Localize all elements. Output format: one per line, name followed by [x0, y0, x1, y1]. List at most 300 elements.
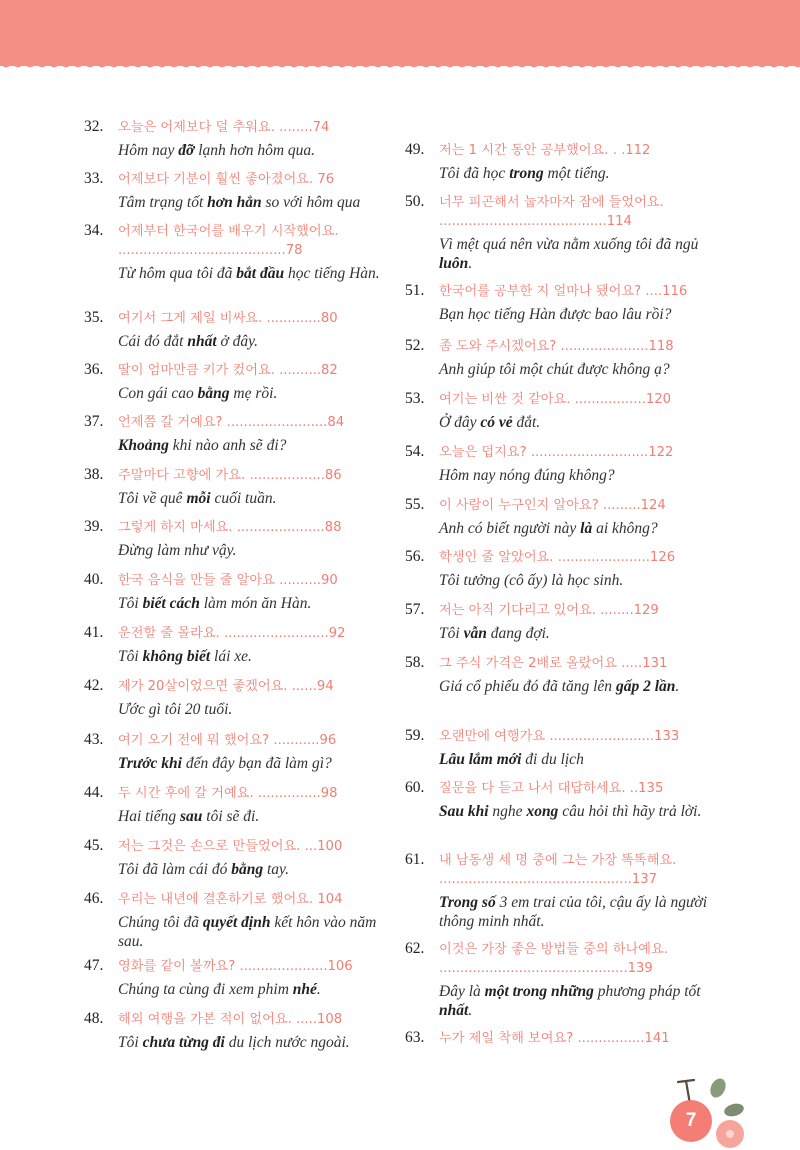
translation-text: .	[675, 678, 680, 695]
page-number: 7	[685, 1110, 697, 1131]
translation-text: Tôi đã học	[439, 165, 510, 182]
highlighted-term: nhé	[292, 981, 317, 998]
toc-entry	[84, 837, 394, 879]
toc-entry	[84, 890, 394, 951]
highlighted-term: nhất	[187, 333, 217, 350]
leader-dots: .................	[574, 392, 646, 407]
highlighted-term: không biết	[142, 648, 211, 665]
korean-text: 어제보다 기분이 훨씬 좋아졌어요.	[118, 172, 314, 187]
korean-text: 여기는 비싼 것 같아요.	[439, 392, 571, 407]
leader-dots: ..................	[249, 468, 325, 483]
vietnamese-translation	[439, 802, 715, 821]
page-reference: 96	[319, 733, 337, 748]
vietnamese-translation	[118, 436, 394, 455]
korean-text: 질문을 다 듣고 나서 대답하세요.	[439, 781, 626, 796]
vietnamese-translation	[118, 700, 394, 719]
korean-sentence	[118, 957, 394, 976]
vietnamese-translation	[118, 141, 394, 160]
vietnamese-translation	[439, 982, 715, 1020]
page-reference: 84	[327, 415, 345, 430]
page-reference: 137	[631, 872, 658, 887]
entry-number: 44.	[84, 784, 104, 801]
toc-entry	[84, 361, 394, 403]
vietnamese-translation	[118, 489, 394, 508]
leader-dots: ........	[600, 603, 634, 618]
korean-text: 한국 음식을 만들 줄 알아요	[118, 573, 275, 588]
vietnamese-translation	[118, 807, 394, 826]
toc-entry	[84, 624, 394, 666]
translation-text: tôi sẽ đi.	[202, 808, 260, 825]
korean-sentence	[118, 731, 394, 750]
leader-dots: ..........	[279, 363, 322, 378]
leader-dots: ...............	[257, 786, 321, 801]
korean-sentence	[118, 466, 394, 485]
korean-sentence	[439, 779, 715, 798]
highlighted-term: xong	[526, 803, 559, 820]
leader-dots: .....................	[560, 339, 649, 354]
toc-entry	[405, 654, 715, 696]
korean-sentence	[118, 170, 394, 189]
vietnamese-translation	[439, 519, 715, 538]
page-reference: 88	[324, 520, 342, 535]
korean-sentence	[439, 1029, 715, 1048]
leader-dots: .....................	[239, 959, 328, 974]
leader-dots: .............	[266, 311, 321, 326]
banner-scallop-edge	[0, 62, 800, 72]
leader-dots: ......................	[557, 550, 650, 565]
highlighted-term: có vẻ	[480, 414, 513, 431]
korean-text: 여기서 그게 제일 비싸요.	[118, 311, 263, 326]
entry-number: 49.	[405, 141, 425, 158]
translation-text: Tôi	[118, 1034, 143, 1051]
korean-text: 저는 1 시간 동안 공부했어요.	[439, 143, 609, 158]
page-reference: 100	[317, 839, 343, 854]
entry-number: 32.	[84, 118, 104, 135]
toc-entry	[84, 784, 394, 826]
highlighted-term: Trước khi	[118, 755, 182, 772]
korean-sentence	[118, 118, 394, 137]
toc-entry	[405, 390, 715, 432]
korean-text: 오늘은 덥지요?	[439, 445, 527, 460]
entry-number: 41.	[84, 624, 104, 641]
toc-entry	[84, 518, 394, 560]
korean-sentence	[118, 837, 394, 856]
translation-text: Tôi	[439, 625, 464, 642]
page-reference: 82	[321, 363, 338, 378]
entry-number: 60.	[405, 779, 425, 796]
toc-entry	[405, 443, 715, 485]
entry-number: 46.	[84, 890, 104, 907]
translation-text: Con gái cao	[118, 385, 198, 402]
leader-dots: ..........	[279, 573, 322, 588]
entry-number: 62.	[405, 940, 425, 957]
entry-number: 39.	[84, 518, 104, 535]
translation-text: nghe	[488, 803, 527, 820]
translation-text: Hôm nay	[118, 142, 179, 159]
page-reference: 108	[317, 1012, 343, 1027]
translation-text: Chúng ta cùng đi xem phim	[118, 981, 293, 998]
vietnamese-translation	[439, 893, 715, 931]
leader-dots: .........................	[223, 626, 329, 641]
highlighted-term: trong	[509, 165, 544, 182]
korean-text: 두 시간 후에 갈 거예요.	[118, 786, 254, 801]
korean-sentence	[118, 1010, 394, 1029]
toc-entry	[84, 309, 394, 351]
leader-dots: . .	[612, 143, 626, 158]
entry-number: 48.	[84, 1010, 104, 1027]
vietnamese-translation	[439, 750, 715, 769]
entry-number: 34.	[84, 222, 104, 239]
translation-text: kết hôn vào năm sau.	[118, 914, 377, 950]
toc-entry	[84, 731, 394, 773]
korean-text: 운전할 줄 몰라요.	[118, 626, 220, 641]
vietnamese-translation	[118, 264, 394, 283]
entry-number: 38.	[84, 466, 104, 483]
leaf-icon	[723, 1102, 745, 1119]
vietnamese-translation	[439, 677, 715, 696]
highlighted-term: Lâu lắm mới	[439, 751, 522, 768]
highlighted-term: Trong số	[439, 894, 496, 911]
korean-text: 이 사람이 누구인지 알아요?	[439, 498, 599, 513]
translation-text: ai không?	[592, 520, 658, 537]
vietnamese-translation	[439, 305, 715, 324]
vietnamese-translation	[439, 413, 715, 432]
leader-dots: ........................................	[439, 214, 607, 229]
entry-number: 47.	[84, 957, 104, 974]
korean-text: 영화를 같이 볼까요?	[118, 959, 236, 974]
toc-entry	[405, 548, 715, 590]
leader-dots: ........................................	[118, 243, 286, 258]
vietnamese-translation	[118, 594, 394, 613]
translation-text: Đừng làm như vậy.	[118, 542, 237, 559]
toc-entry	[84, 677, 394, 719]
vietnamese-translation	[118, 913, 394, 951]
vietnamese-translation	[439, 235, 715, 273]
korean-sentence	[439, 443, 715, 462]
korean-text: 제가 20살이었으면 좋겠어요.	[118, 679, 288, 694]
vietnamese-translation	[118, 980, 394, 999]
korean-text: 한국어를 공부한 지 얼마나 됐어요?	[439, 284, 642, 299]
entry-number: 57.	[405, 601, 425, 618]
page-reference: 98	[320, 786, 338, 801]
highlighted-term: nhất	[439, 1002, 469, 1019]
highlighted-term: đỡ	[178, 142, 195, 159]
translation-text: đang đợi.	[486, 625, 550, 642]
page-reference: 126	[649, 550, 676, 565]
highlighted-term: bắt đầu	[236, 265, 285, 282]
translation-text: Ở đây	[439, 414, 481, 431]
korean-text: 주말마다 고향에 가요.	[118, 468, 246, 483]
leader-dots: .........	[602, 498, 641, 513]
page-reference: 133	[654, 729, 680, 744]
leaf-icon	[707, 1076, 728, 1100]
highlighted-term: bằng	[197, 385, 230, 402]
korean-text: 딸이 엄마만큼 키가 컸어요.	[118, 363, 275, 378]
korean-text: 해외 여행을 가본 적이 없어요.	[118, 1012, 292, 1027]
vietnamese-translation	[439, 164, 715, 183]
leader-dots: ............................	[530, 445, 649, 460]
korean-sentence	[118, 677, 394, 696]
korean-sentence	[118, 784, 394, 803]
korean-sentence	[118, 890, 394, 909]
translation-text: lạnh hơn hôm qua.	[194, 142, 316, 159]
page-reference: 122	[648, 445, 674, 460]
entry-number: 58.	[405, 654, 425, 671]
korean-text: 좀 도와 주시겠어요?	[439, 339, 557, 354]
highlighted-term: mỗi	[186, 490, 211, 507]
leader-dots: ...	[304, 839, 318, 854]
translation-text: Tôi	[118, 595, 143, 612]
page-reference: 116	[662, 284, 688, 299]
translation-text: so với hôm qua	[261, 194, 361, 211]
translation-text: Tôi về quê	[118, 490, 187, 507]
vietnamese-translation	[118, 1033, 394, 1052]
page-reference: 78	[285, 243, 303, 258]
entry-number: 42.	[84, 677, 104, 694]
vietnamese-translation	[118, 860, 394, 879]
translation-text: Cái đó đắt	[118, 333, 188, 350]
korean-sentence	[439, 337, 715, 356]
korean-text: 내 남동생 세 명 중에 그는 가장 똑똑해요.	[439, 853, 677, 868]
page-reference: 141	[644, 1031, 670, 1046]
translation-text: cuối tuần.	[210, 490, 277, 507]
korean-sentence	[118, 624, 394, 643]
entry-number: 50.	[405, 193, 425, 210]
translation-text: Từ hôm qua tôi đã	[118, 265, 237, 282]
translation-text: Vì mệt quá nên vừa nằm xuống tôi đã ngủ	[439, 236, 699, 253]
vietnamese-translation	[439, 360, 715, 379]
translation-text: một tiếng.	[543, 165, 610, 182]
translation-text: Đây là	[439, 983, 485, 1000]
page-reference: 74	[312, 120, 330, 135]
page-reference: 129	[633, 603, 659, 618]
toc-entry	[84, 957, 394, 999]
toc-entry	[84, 118, 394, 160]
korean-sentence	[439, 940, 715, 978]
highlighted-term: quyết định	[202, 914, 271, 931]
page-reference: 80	[320, 311, 338, 326]
highlighted-term: Khoảng	[118, 437, 169, 454]
toc-entry	[405, 496, 715, 538]
toc-entry	[84, 222, 394, 283]
fruit-slice-center	[726, 1130, 734, 1138]
entry-number: 52.	[405, 337, 425, 354]
translation-text: khi nào anh sẽ đi?	[168, 437, 287, 454]
korean-text: 너무 피곤해서 눕자마자 잠에 들었어요.	[439, 195, 664, 210]
korean-text: 언제쯤 갈 거예요?	[118, 415, 223, 430]
page-reference: 124	[640, 498, 666, 513]
translation-text: du lịch nước ngoài.	[224, 1034, 350, 1051]
vietnamese-translation	[118, 332, 394, 351]
toc-entry	[405, 337, 715, 379]
korean-sentence	[118, 361, 394, 380]
page-number-badge	[670, 1100, 712, 1142]
highlighted-term: hơn hẳn	[207, 194, 262, 211]
korean-sentence	[439, 548, 715, 567]
page-reference: 120	[645, 392, 672, 407]
entry-number: 51.	[405, 282, 425, 299]
translation-text: Anh có biết người này	[439, 520, 581, 537]
page-reference: 106	[327, 959, 353, 974]
entry-number: 36.	[84, 361, 104, 378]
highlighted-term: biết cách	[142, 595, 200, 612]
korean-sentence	[439, 193, 715, 231]
translation-text: mẹ rồi.	[229, 385, 278, 402]
korean-text: 그렇게 하지 마세요.	[118, 520, 233, 535]
highlighted-term: bằng	[231, 861, 264, 878]
top-banner	[0, 0, 800, 66]
vietnamese-translation	[439, 571, 715, 590]
translation-text: Hôm nay nóng đúng không?	[439, 467, 615, 484]
leader-dots: ...........	[273, 733, 320, 748]
korean-text: 우리는 내년에 결혼하기로 했어요.	[118, 892, 314, 907]
translation-text: câu hỏi thì hãy trả lời.	[558, 803, 702, 820]
vietnamese-translation	[118, 384, 394, 403]
page-reference: 131	[642, 656, 668, 671]
korean-text: 어제부터 한국어를 배우기 시작했어요.	[118, 224, 339, 239]
highlighted-term: chưa từng đi	[142, 1034, 225, 1051]
korean-text: 오랜만에 여행가요	[439, 729, 546, 744]
translation-text: .	[468, 255, 473, 272]
vietnamese-translation	[118, 541, 394, 560]
entry-number: 63.	[405, 1029, 425, 1046]
toc-entry	[84, 466, 394, 508]
vietnamese-translation	[118, 647, 394, 666]
korean-sentence	[439, 601, 715, 620]
leader-dots: .............................................	[439, 961, 628, 976]
toc-entry	[405, 940, 715, 1020]
vietnamese-translation	[118, 754, 394, 773]
korean-sentence	[439, 390, 715, 409]
korean-text: 저는 그것은 손으로 만들었어요.	[118, 839, 301, 854]
highlighted-term: gấp 2 lần	[615, 678, 676, 695]
korean-text: 학생인 줄 알았어요.	[439, 550, 554, 565]
highlighted-term: một trong những	[484, 983, 594, 1000]
entry-number: 54.	[405, 443, 425, 460]
korean-sentence	[118, 413, 394, 432]
translation-text: đắt.	[512, 414, 541, 431]
translation-text: làm món ăn Hàn.	[199, 595, 312, 612]
korean-sentence	[118, 571, 394, 590]
entry-number: 35.	[84, 309, 104, 326]
translation-text: học tiếng Hàn.	[284, 265, 380, 282]
leader-dots: ................	[577, 1031, 645, 1046]
page-reference: 112	[625, 143, 651, 158]
translation-text: 3 em trai của tôi, cậu ấy là người thông minh nhất.	[439, 894, 708, 930]
leader-dots: ........................	[226, 415, 328, 430]
page-reference: 139	[627, 961, 653, 976]
korean-sentence	[439, 496, 715, 515]
toc-entry	[405, 282, 715, 324]
korean-sentence	[439, 654, 715, 673]
korean-sentence	[439, 851, 715, 889]
leader-dots: .....	[621, 656, 643, 671]
leader-dots: ..	[629, 781, 639, 796]
toc-entry	[84, 413, 394, 455]
translation-text: .	[468, 1002, 473, 1019]
translation-text: Tâm trạng tốt	[118, 194, 208, 211]
korean-text: 그 주식 가격은 2배로 올랐어요	[439, 656, 618, 671]
korean-sentence	[439, 141, 715, 160]
translation-text: phương pháp tốt	[593, 983, 701, 1000]
toc-entry	[405, 141, 715, 183]
translation-text: đến đây bạn đã làm gì?	[181, 755, 332, 772]
translation-text: lái xe.	[210, 648, 252, 665]
korean-sentence	[118, 518, 394, 537]
entry-number: 59.	[405, 727, 425, 744]
translation-text: ở đây.	[216, 333, 259, 350]
entry-number: 40.	[84, 571, 104, 588]
entry-number: 56.	[405, 548, 425, 565]
translation-text: tay.	[263, 861, 289, 878]
entry-number: 45.	[84, 837, 104, 854]
entry-number: 53.	[405, 390, 425, 407]
leader-dots: ....	[645, 284, 663, 299]
leader-dots: .....................	[236, 520, 325, 535]
korean-sentence	[439, 727, 715, 746]
translation-text: Hai tiếng	[118, 808, 180, 825]
entry-number: 33.	[84, 170, 104, 187]
toc-entry	[405, 851, 715, 931]
korean-text: 오늘은 어제보다 덜 추워요.	[118, 120, 275, 135]
korean-sentence	[118, 222, 394, 260]
highlighted-term: Sau khi	[439, 803, 489, 820]
toc-entry	[405, 193, 715, 273]
page-reference: 135	[638, 781, 664, 796]
korean-text: 여기 오기 전에 뭐 했어요?	[118, 733, 270, 748]
leader-dots: .........................	[549, 729, 655, 744]
leader-dots: ........	[279, 120, 313, 135]
highlighted-term: luôn	[439, 255, 469, 272]
toc-entry	[84, 1010, 394, 1052]
page-reference: 92	[328, 626, 346, 641]
toc-entry	[84, 170, 394, 212]
korean-text: 저는 아직 기다리고 있어요.	[439, 603, 596, 618]
page-reference: 94	[316, 679, 334, 694]
leader-dots: .....	[296, 1012, 318, 1027]
translation-text: .	[316, 981, 321, 998]
korean-sentence	[439, 282, 715, 301]
toc-entry	[84, 571, 394, 613]
korean-text: 누가 제일 착해 보여요?	[439, 1031, 574, 1046]
korean-sentence	[118, 309, 394, 328]
vietnamese-translation	[118, 193, 394, 212]
page-reference: 76	[317, 172, 335, 187]
toc-entry	[405, 727, 715, 769]
vietnamese-translation	[439, 466, 715, 485]
toc-entry	[405, 779, 715, 821]
translation-text: Anh giúp tôi một chút được không ạ?	[439, 361, 670, 378]
translation-text: Bạn học tiếng Hàn được bao lâu rồi?	[439, 306, 672, 323]
toc-entry	[405, 601, 715, 643]
entry-number: 55.	[405, 496, 425, 513]
translation-text: Tôi	[118, 648, 143, 665]
leader-dots: ......	[291, 679, 317, 694]
leader-dots: ..............................................	[439, 872, 632, 887]
page-reference: 118	[648, 339, 674, 354]
korean-text: 이것은 가장 좋은 방법들 중의 하나예요.	[439, 942, 668, 957]
toc-entry	[405, 1029, 715, 1048]
translation-text: Tôi đã làm cái đó	[118, 861, 232, 878]
highlighted-term: là	[580, 520, 593, 537]
translation-text: Giá cổ phiếu đó đã tăng lên	[439, 678, 616, 695]
page-reference: 86	[324, 468, 342, 483]
page-reference: 90	[321, 573, 338, 588]
translation-text: đi du lịch	[521, 751, 584, 768]
vietnamese-translation	[439, 624, 715, 643]
translation-text: Ước gì tôi 20 tuổi.	[118, 701, 233, 718]
highlighted-term: vẫn	[463, 625, 487, 642]
